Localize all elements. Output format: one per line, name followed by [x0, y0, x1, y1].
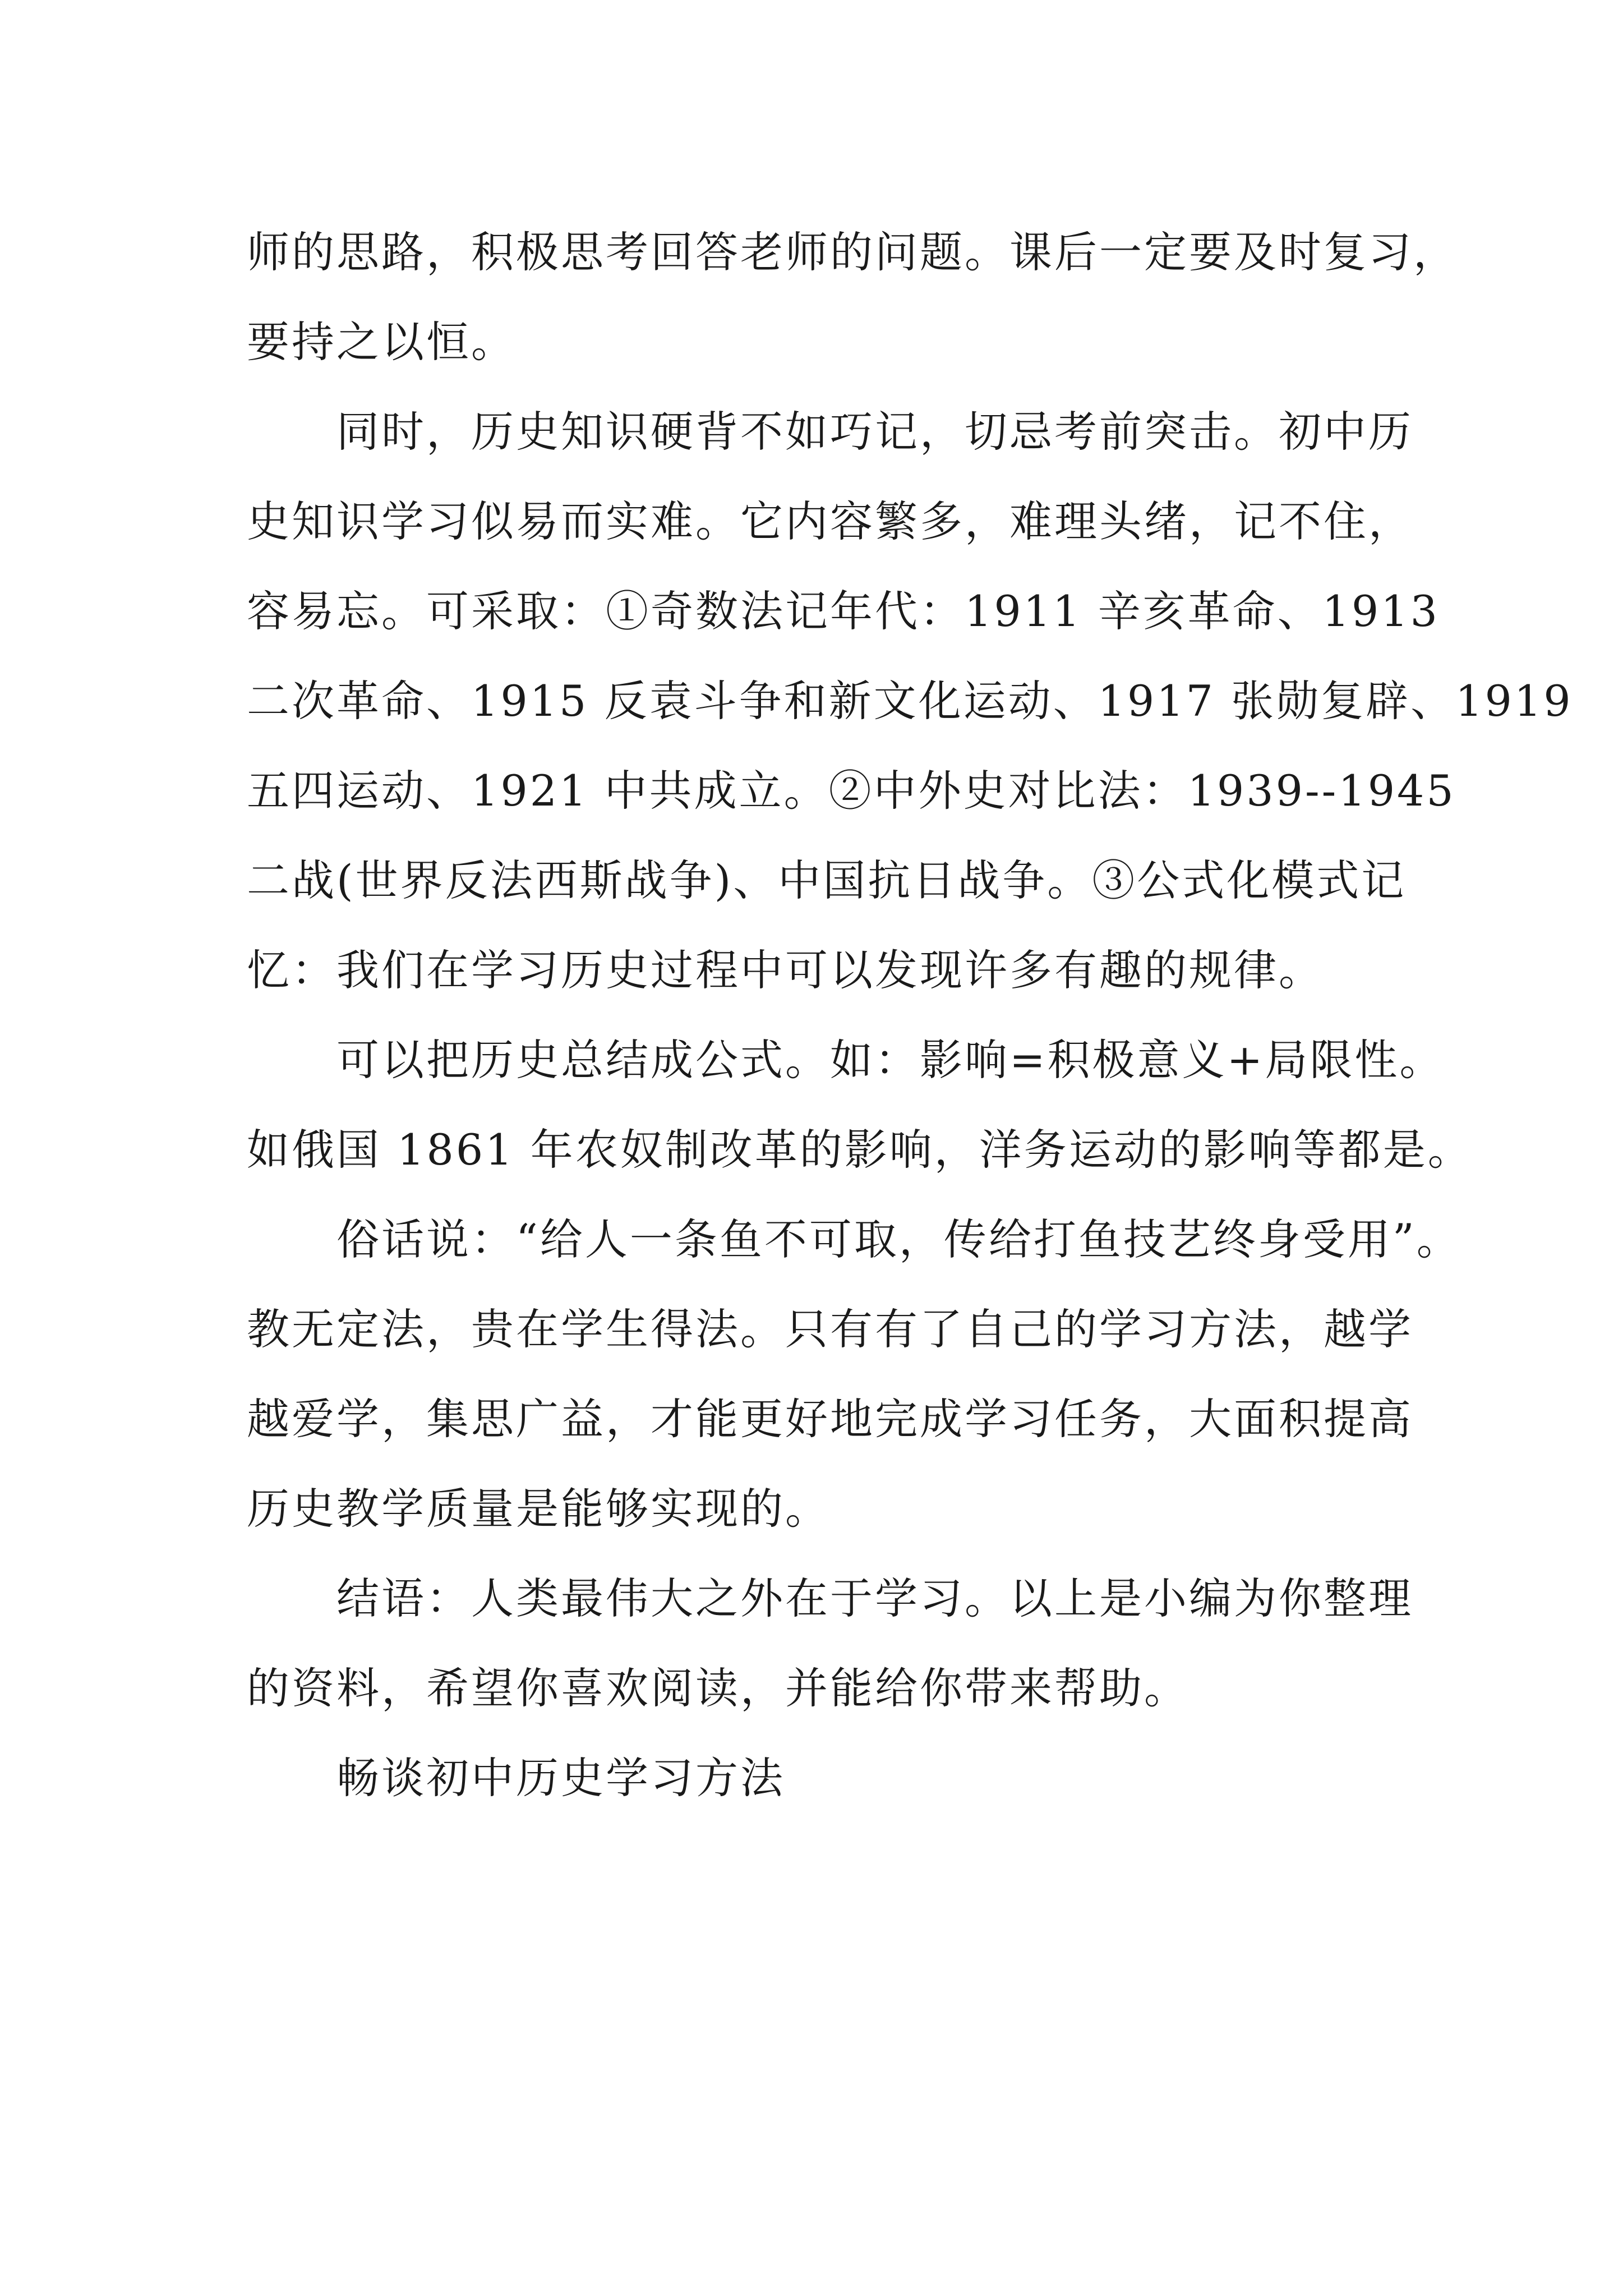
paragraph-start-line: 俗话说：“给人一条鱼不可取，传给打鱼技艺终身受用”。: [336, 1214, 1461, 1264]
text-line: 教无定法，贵在学生得法。只有有了自己的学习方法，越学: [247, 1304, 1413, 1354]
text-line: 的资料，希望你喜欢阅读，并能给你带来帮助。: [247, 1663, 1189, 1713]
paragraph-start-line: 可以把历史总结成公式。如：影响=积极意义+局限性。: [336, 1035, 1445, 1085]
text-line: 容易忘。可采取：①奇数法记年代：1911 辛亥革命、1913: [247, 586, 1440, 636]
text-line: 二战(世界反法西斯战争)、中国抗日战争。③公式化模式记: [247, 855, 1407, 905]
text-line: 历史教学质量是能够实现的。: [247, 1484, 830, 1534]
text-line: 如俄国 1861 年农奴制改革的影响，洋务运动的影响等都是。: [247, 1125, 1473, 1175]
text-line: 要持之以恒。: [247, 317, 516, 367]
closing-title-line: 畅谈初中历史学习方法: [336, 1753, 785, 1803]
text-line: 师的思路，积极思考回答老师的问题。课后一定要及时复习，: [247, 227, 1458, 277]
paragraph-start-line: 同时，历史知识硬背不如巧记，切忌考前突击。初中历: [336, 407, 1413, 457]
text-line: 五四运动、1921 中共成立。②中外史对比法：1939--1945: [247, 766, 1456, 816]
text-line: 越爱学，集思广益，才能更好地完成学习任务，大面积提高: [247, 1394, 1413, 1444]
text-line: 忆：我们在学习历史过程中可以发现许多有趣的规律。: [247, 945, 1324, 995]
text-line: 二次革命、1915 反袁斗争和新文化运动、1917 张勋复辟、1919: [247, 676, 1573, 726]
paragraph-start-line: 结语：人类最伟大之外在于学习。以上是小编为你整理: [336, 1573, 1413, 1623]
text-line: 史知识学习似易而实难。它内容繁多，难理头绪，记不住，: [247, 496, 1413, 546]
body-text: [247, 208, 1573, 1823]
